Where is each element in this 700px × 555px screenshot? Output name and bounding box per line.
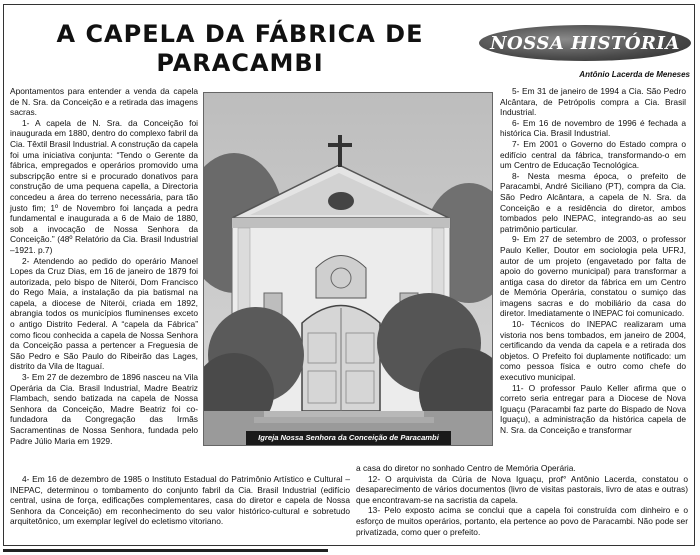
paragraph-8: 8- Nesta mesma época, o prefeito de Paracambi, André Siciliano (PT), compra da Cia. São Pedro Alcântara, a capela de N. Sra. da Conceição e a residência do diretor, ambos tombados pelo INEPAC, integrando-as ao seu patrimônio particular. [500, 170, 686, 234]
author-byline: Antônio Lacerda de Meneses [579, 70, 690, 79]
paragraph-1: 1- A capela de N. Sra. da Conceição foi inaugurada em 1880, dentro do complexo fabril da Cia. Têxtil Brasil Industrial. A construção da capela foi uma iniciativa conjunta: “Tendo o Gerente da fábrica, empregados e operários promovido uma subscripção entre si e procurado donativos para construção de uma pequena capella, a Directoria concedeu a área do terreno necessária, para tão justo fim; 1º de Novembro foi lançada a pedra fundamental e inaugurada a 6 de Maio de 1880, sob a invocação de Nossa Senhora da Conceição.” (48º Relatório da Cia. Brasil Industrial –1921. p.7) [10, 117, 198, 255]
article-title: A CAPELA DA FÁBRICA DE PARACAMBI [56, 20, 424, 77]
intro-paragraph: Apontamentos para entender a venda da capela de N. Sra. da Conceição e a retirada das imagens sacras. [10, 86, 198, 118]
paragraph-4: 4- Em 16 de dezembro de 1985 o Instituto Estadual do Patrimônio Artístico e Cultural – INEPAC, determinou o tombamento do conjunto fabril da Cia. Brasil Industrial (edifício central, usina de força, edificações complementares, casa do diretor e capela de Nossa Senhora da Conceição) em reconhecimento do seu valor histórico-cultural e sobretudo arquitetônico, um exemplar legível do ecletismo vitoriano. [10, 474, 350, 527]
paragraph-2: 2- Atendendo ao pedido do operário Manoel Lopes da Cruz Dias, em 16 de janeiro de 1879 foi autorizada, pelo bispo de Niterói, Dom Francisco do Rego Maia, a instalação da pia batismal na capela, a diocese de Niterói, criada em 1892, abrangia todos os municípios fluminenses exceto o antigo Distrito Federal. A “capela da Fábrica” como ficou conhecida a capela de Nossa Senhora da Conceição passa a pertencer a Freguesia de São Pedro e São Paulo do Ribeirão das Lages, distrito da Vila de Itaguaí. [10, 255, 198, 372]
paragraph-7: 7- Em 2001 o Governo do Estado compra o edifício central da fábrica, transformando-o em um Centro de Educação Tecnológica. [500, 138, 686, 171]
right-column [500, 86, 686, 436]
paragraph-11-continued: a casa do diretor no sonhado Centro de Memória Operária. [356, 463, 576, 473]
chapel-illustration [204, 93, 493, 446]
section-badge [479, 25, 691, 61]
paragraph-9: 9- Em 27 de setembro de 2003, o professor Paulo Keller, Doutor em sociologia pela UFRJ, autor de um projeto (engavetado por falta de apoio do governo municipal) para transformar a antiga casa do diretor da fábrica em um Centro de Memória Operária, constatou o sumiço das imagens sacras e do mobiliário da casa do diretor. Imediatamente o INEPAC foi comunicado. [500, 234, 686, 319]
paragraph-12: 12- O arquivista da Cúria de Nova Iguaçu, prof° Antônio Lacerda, constatou o desaparecimento de vários documentos (livro de visitas pastorais, livro de atas e outras) que encontravam-se na sacristia da capela. [356, 473, 688, 505]
left-column [10, 86, 198, 446]
paragraph-11: 11- O professor Paulo Keller afirma que o correto seria entregar para a Diocese de Nova Iguaçu (Paracambi faz parte do Bispado de Nova Iguaçu), a administração da histórica capela de N. Sra. da Conceição e transformar [500, 382, 686, 435]
chapel-photo [203, 92, 493, 446]
paragraph-5: 5- Em 31 de janeiro de 1994 a Cia. São Pedro Alcântara, de Petrópolis compra a Cia. Brasil Industrial. [500, 86, 686, 118]
paragraph-6: 6- Em 16 de novembro de 1996 é fechada a histórica Cia. Brasil Industrial. [500, 117, 686, 139]
paragraph-13: 13- Pelo exposto acima se conclui que a capela foi construída com dinheiro e o esforço de muitos operários, portanto, ela pertence ao povo de Paracambi. Não pode ser privatizada, como quer o prefeito. [356, 505, 688, 537]
photo-caption: Igreja Nossa Senhora da Conceição de Paracambi [246, 431, 451, 445]
paragraph-3: 3- Em 27 de dezembro de 1896 nasceu na Vila Operária da Cia. Brasil Industrial, Madre Beatriz Flambach, sendo batizada na capela de Nossa Senhora da Conceição, Madre Beatriz foi co-fundadora da Congregação das Irmãs Sacramentinas de Nossa Senhora, fundada pelo Padre Júlio Maria em 1929. [10, 372, 198, 446]
bottom-right-column [356, 463, 688, 537]
section-badge-label: NOSSA HISTÓRIA [490, 32, 680, 54]
paragraph-10: 10- Técnicos do INEPAC realizaram uma vistoria nos bens tombados, em janeiro de 2004, certificando da venda da capela e a retirada dos objetos. O Prefeito foi duplamente notificado: um como pessoa física e outro como chefe do executivo municipal. [500, 319, 686, 383]
bottom-left-column [10, 474, 350, 527]
footer-rule [3, 549, 328, 552]
